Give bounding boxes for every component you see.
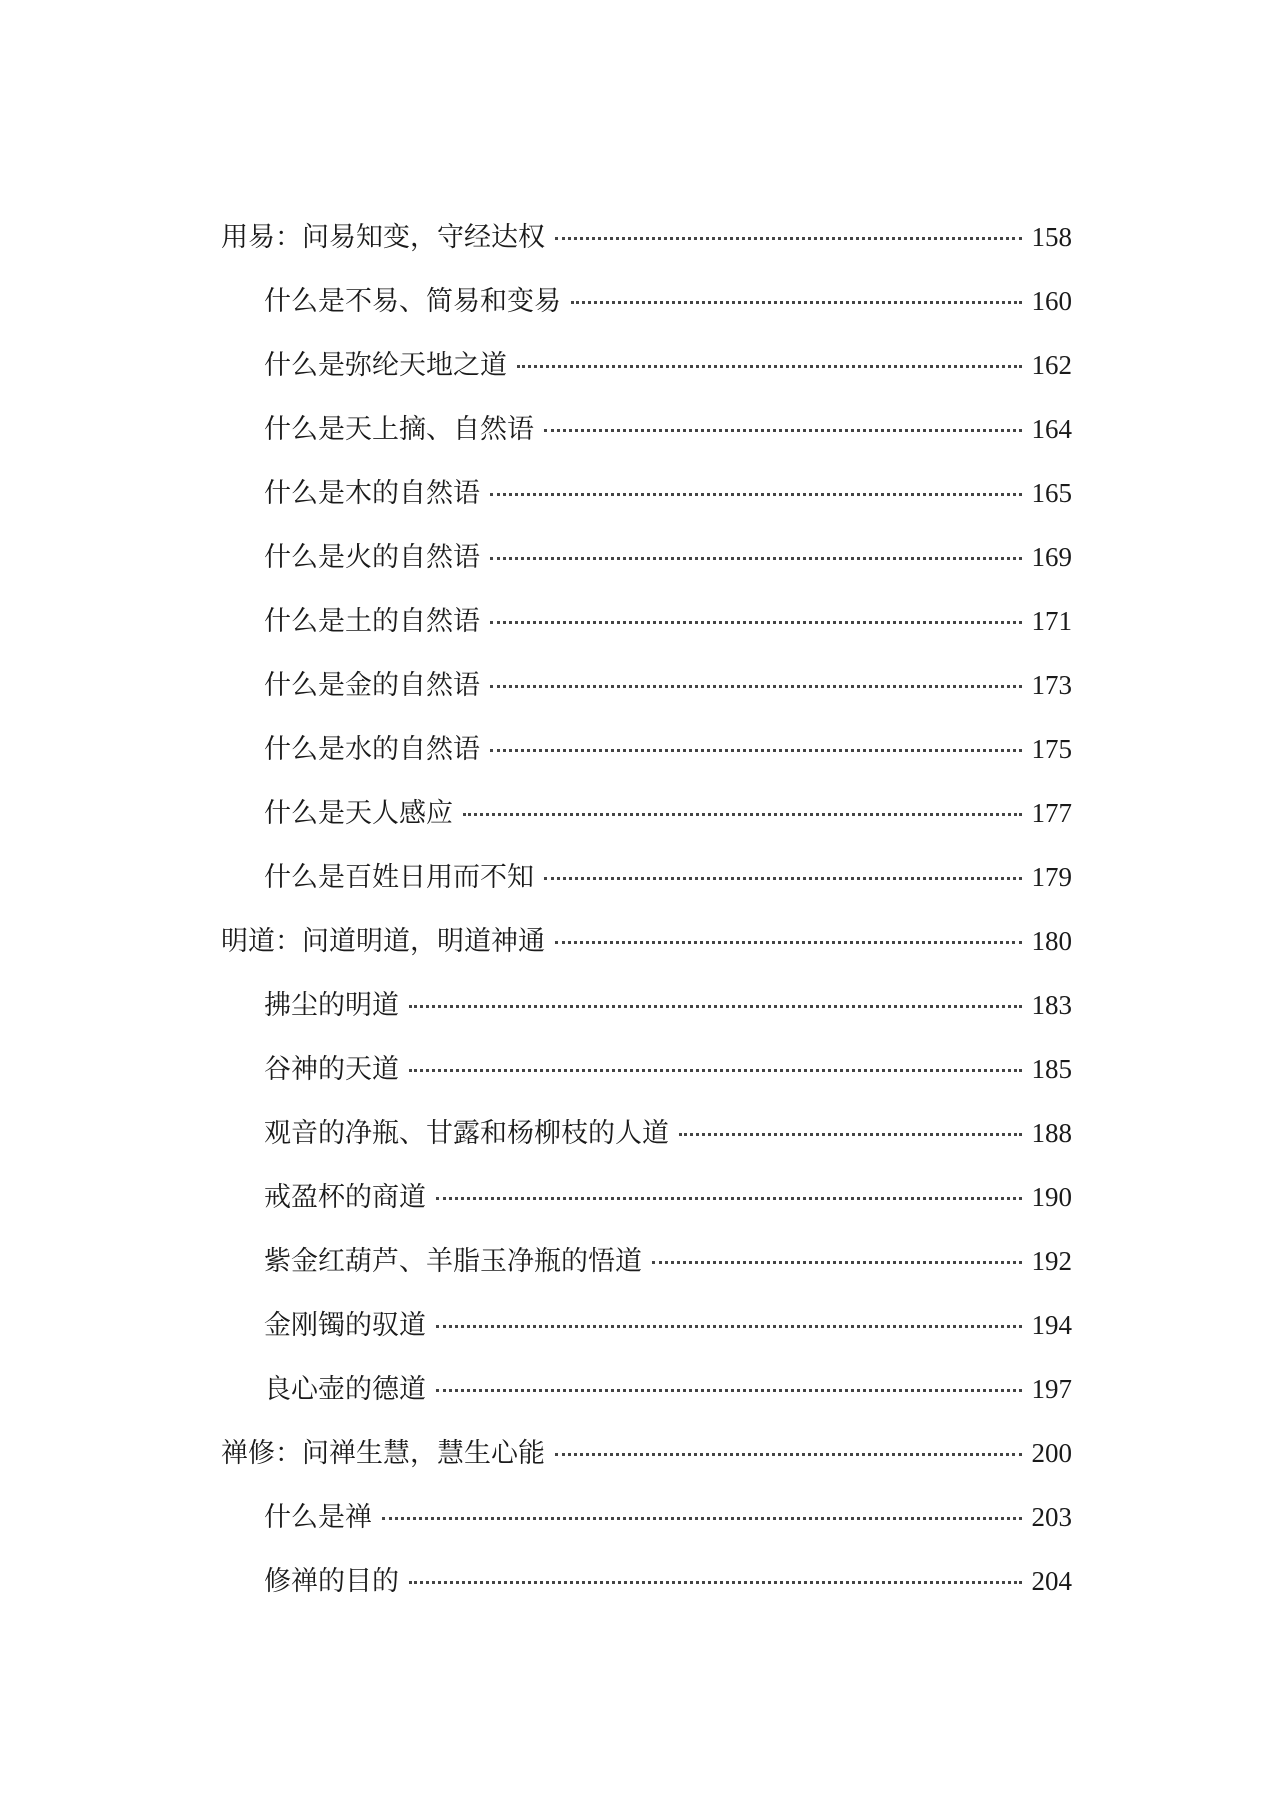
toc-entry-title: 良心壶的德道 bbox=[264, 1374, 426, 1405]
toc-entry-title: 谷神的天道 bbox=[264, 1054, 399, 1085]
toc-subsection-entry[interactable] bbox=[221, 717, 1072, 781]
toc-dot-leader bbox=[544, 402, 1022, 432]
toc-page-number: 179 bbox=[1031, 862, 1072, 892]
toc-entry-title: 什么是天上摘、自然语 bbox=[264, 414, 534, 445]
toc-dot-leader bbox=[490, 594, 1022, 624]
toc-dot-leader bbox=[409, 1042, 1022, 1072]
toc-dot-leader bbox=[382, 1490, 1022, 1520]
toc-section-entry[interactable] bbox=[221, 205, 1072, 269]
toc-page-number: 192 bbox=[1031, 1246, 1072, 1276]
toc-entry-title: 禅修：问禅生慧，慧生心能 bbox=[221, 1438, 545, 1469]
toc-subsection-entry[interactable] bbox=[221, 1293, 1072, 1357]
toc-page-number: 173 bbox=[1031, 670, 1072, 700]
toc-dot-leader bbox=[555, 914, 1022, 944]
toc-dot-leader bbox=[679, 1106, 1022, 1136]
toc-entry-title: 什么是火的自然语 bbox=[264, 542, 480, 573]
toc-entry-title: 用易：问易知变，守经达权 bbox=[221, 222, 545, 253]
toc-entry-title: 观音的净瓶、甘露和杨柳枝的人道 bbox=[264, 1118, 669, 1149]
toc-entry-title: 什么是金的自然语 bbox=[264, 670, 480, 701]
toc-entry-title: 拂尘的明道 bbox=[264, 990, 399, 1021]
toc-page-number: 158 bbox=[1031, 222, 1072, 252]
toc-page-number: 169 bbox=[1031, 542, 1072, 572]
toc-entry-title: 什么是水的自然语 bbox=[264, 734, 480, 765]
toc-dot-leader bbox=[555, 210, 1022, 240]
toc-entry-title: 什么是木的自然语 bbox=[264, 478, 480, 509]
toc-dot-leader bbox=[517, 338, 1022, 368]
toc-section-entry[interactable] bbox=[221, 1421, 1072, 1485]
toc-page-number: 180 bbox=[1031, 926, 1072, 956]
toc-subsection-entry[interactable] bbox=[221, 1485, 1072, 1549]
toc-entry-title: 紫金红葫芦、羊脂玉净瓶的悟道 bbox=[264, 1246, 642, 1277]
toc-subsection-entry[interactable] bbox=[221, 653, 1072, 717]
toc-dot-leader bbox=[409, 978, 1022, 1008]
toc-entry-title: 什么是不易、简易和变易 bbox=[264, 286, 561, 317]
toc-page-number: 165 bbox=[1031, 478, 1072, 508]
toc-subsection-entry[interactable] bbox=[221, 1357, 1072, 1421]
toc-dot-leader bbox=[436, 1362, 1022, 1392]
toc-entry-title: 戒盈杯的商道 bbox=[264, 1182, 426, 1213]
toc-entry-title: 金刚镯的驭道 bbox=[264, 1310, 426, 1341]
toc-subsection-entry[interactable] bbox=[221, 1229, 1072, 1293]
toc-subsection-entry[interactable] bbox=[221, 525, 1072, 589]
toc-subsection-entry[interactable] bbox=[221, 333, 1072, 397]
toc-subsection-entry[interactable] bbox=[221, 397, 1072, 461]
toc-page-number: 190 bbox=[1031, 1182, 1072, 1212]
toc-dot-leader bbox=[571, 274, 1022, 304]
toc-page-number: 175 bbox=[1031, 734, 1072, 764]
toc-page-number: 164 bbox=[1031, 414, 1072, 444]
toc-subsection-entry[interactable] bbox=[221, 1101, 1072, 1165]
toc-subsection-entry[interactable] bbox=[221, 1037, 1072, 1101]
toc-page-number: 160 bbox=[1031, 286, 1072, 316]
toc-entry-title: 什么是土的自然语 bbox=[264, 606, 480, 637]
toc-page-number: 200 bbox=[1031, 1438, 1072, 1468]
toc-dot-leader bbox=[490, 658, 1022, 688]
toc-dot-leader bbox=[463, 786, 1022, 816]
toc-subsection-entry[interactable] bbox=[221, 781, 1072, 845]
toc-dot-leader bbox=[652, 1234, 1022, 1264]
toc-dot-leader bbox=[490, 530, 1022, 560]
toc-page-number: 188 bbox=[1031, 1118, 1072, 1148]
table-of-contents bbox=[221, 205, 1072, 1613]
toc-entry-title: 修禅的目的 bbox=[264, 1566, 399, 1597]
toc-page-number: 183 bbox=[1031, 990, 1072, 1020]
toc-subsection-entry[interactable] bbox=[221, 1549, 1072, 1613]
toc-page-number: 177 bbox=[1031, 798, 1072, 828]
toc-subsection-entry[interactable] bbox=[221, 973, 1072, 1037]
toc-subsection-entry[interactable] bbox=[221, 461, 1072, 525]
toc-dot-leader bbox=[490, 466, 1022, 496]
toc-page-number: 185 bbox=[1031, 1054, 1072, 1084]
toc-dot-leader bbox=[544, 850, 1022, 880]
toc-subsection-entry[interactable] bbox=[221, 269, 1072, 333]
toc-entry-title: 什么是百姓日用而不知 bbox=[264, 862, 534, 893]
toc-dot-leader bbox=[409, 1554, 1022, 1584]
toc-page-number: 204 bbox=[1031, 1566, 1072, 1596]
toc-entry-title: 什么是禅 bbox=[264, 1502, 372, 1533]
toc-dot-leader bbox=[436, 1170, 1022, 1200]
toc-dot-leader bbox=[555, 1426, 1022, 1456]
toc-subsection-entry[interactable] bbox=[221, 589, 1072, 653]
toc-subsection-entry[interactable] bbox=[221, 845, 1072, 909]
toc-section-entry[interactable] bbox=[221, 909, 1072, 973]
toc-entry-title: 明道：问道明道，明道神通 bbox=[221, 926, 545, 957]
toc-subsection-entry[interactable] bbox=[221, 1165, 1072, 1229]
toc-dot-leader bbox=[436, 1298, 1022, 1328]
toc-page-number: 171 bbox=[1031, 606, 1072, 636]
toc-entry-title: 什么是天人感应 bbox=[264, 798, 453, 829]
toc-page-number: 203 bbox=[1031, 1502, 1072, 1532]
toc-dot-leader bbox=[490, 722, 1022, 752]
toc-page-number: 162 bbox=[1031, 350, 1072, 380]
toc-entry-title: 什么是弥纶天地之道 bbox=[264, 350, 507, 381]
toc-page-number: 197 bbox=[1031, 1374, 1072, 1404]
toc-page-number: 194 bbox=[1031, 1310, 1072, 1340]
